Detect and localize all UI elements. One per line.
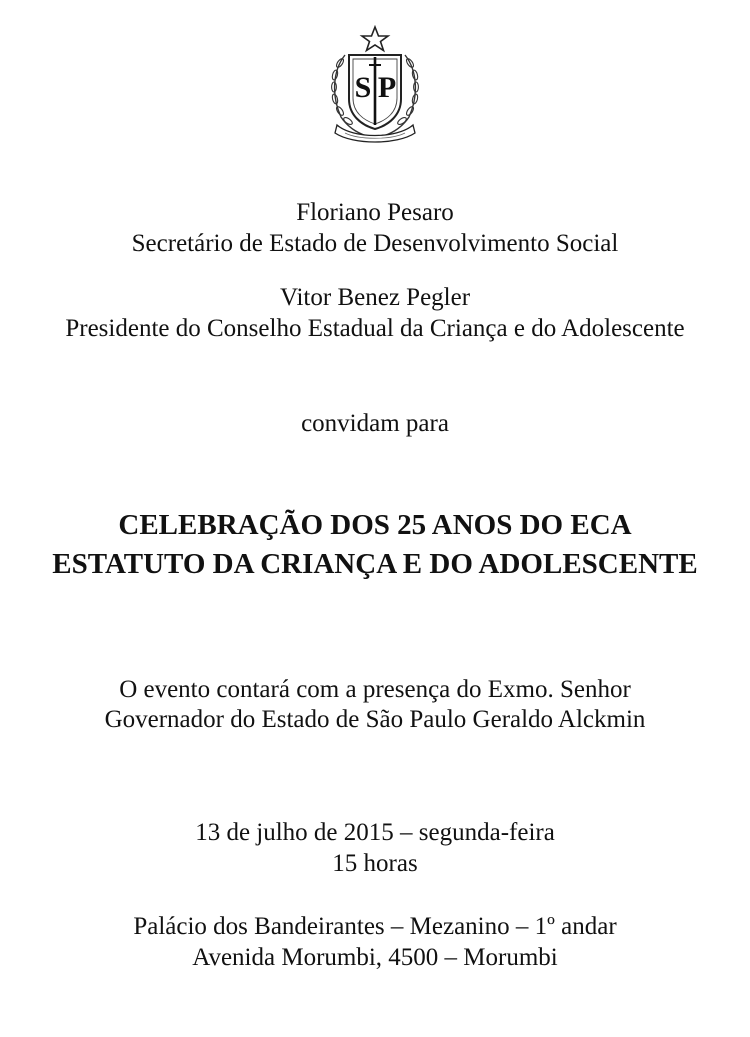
venue-line-1: Palácio dos Bandeirantes – Mezanino – 1º andar (133, 913, 617, 940)
svg-text:P: P (377, 71, 397, 104)
invite-phrase: convidam para (301, 410, 449, 437)
host-2-name: Vitor Benez Pegler (279, 284, 471, 311)
presence-note-line-2: Governador do Estado de São Paulo Geraldo Alckmin (104, 706, 646, 733)
svg-text:S: S (354, 71, 372, 104)
event-title-line-2: ESTATUTO DA CRIANÇA E DO ADOLESCENTE (52, 548, 698, 580)
host-1-name: Floriano Pesaro (296, 199, 454, 226)
presence-note-line-1: O evento contará com a presença do Exmo. Senhor (119, 676, 631, 703)
venue-line-2: Avenida Morumbi, 4500 – Morumbi (192, 944, 558, 971)
host-2-role: Presidente do Conselho Estadual da Criança e do Adolescente (65, 315, 685, 342)
host-1-role: Secretário de Estado de Desenvolvimento Social (131, 230, 619, 257)
event-date: 13 de julho de 2015 – segunda-feira (195, 819, 555, 846)
event-title-line-1: CELEBRAÇÃO DOS 25 ANOS DO ECA (118, 509, 632, 541)
sao-paulo-coat-of-arms-icon (323, 25, 427, 145)
event-time: 15 horas (332, 850, 418, 877)
